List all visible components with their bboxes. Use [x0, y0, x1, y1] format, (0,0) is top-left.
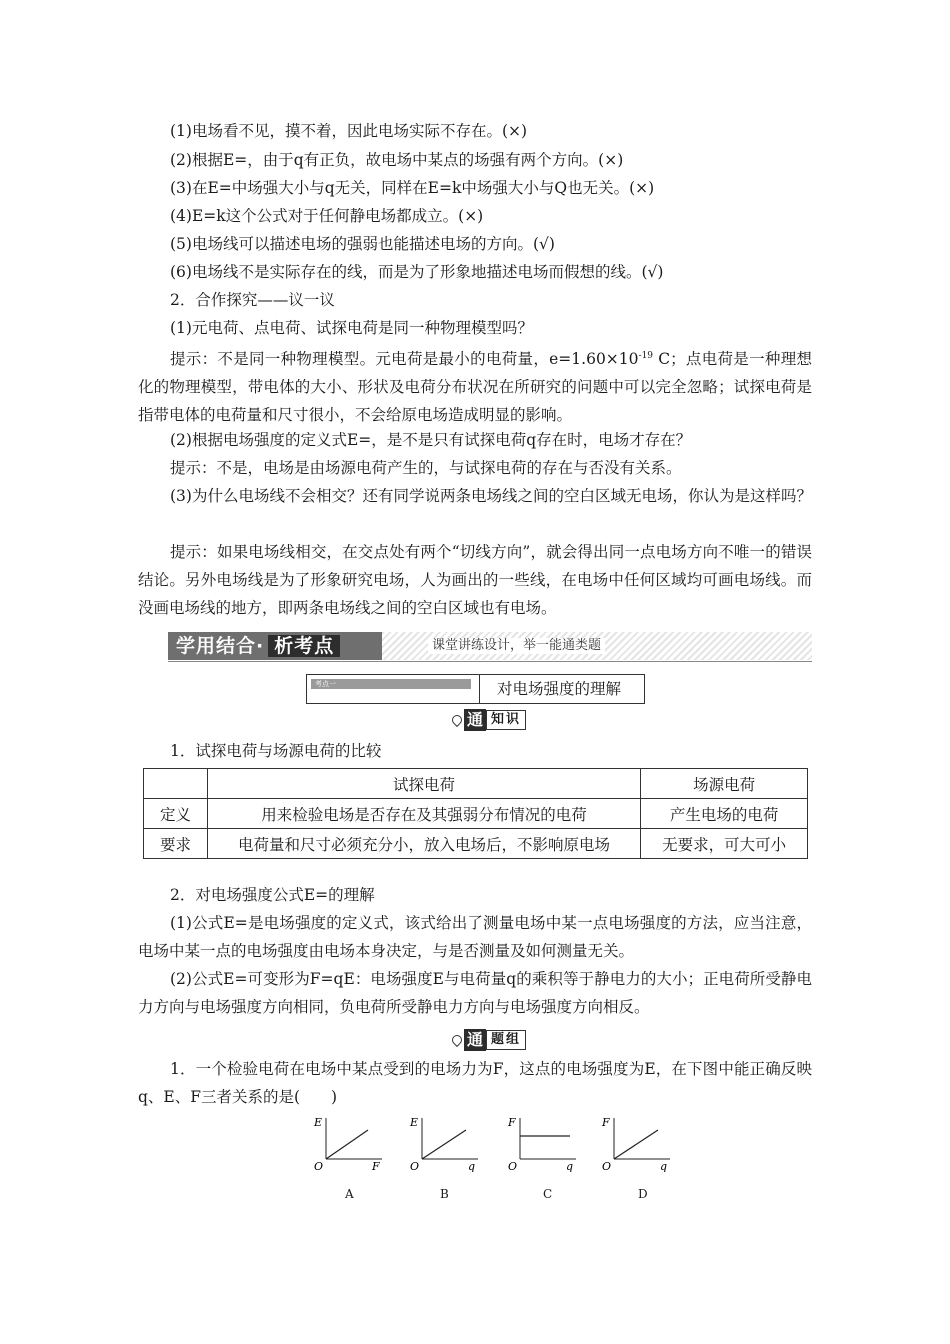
judgment-1: (1)电场看不见，摸不着，因此电场实际不存在。(×) [170, 122, 528, 140]
answer-1: 提示：不是同一种物理模型。元电荷是最小的电荷量，$e=1.60\times 10^{-19}$ C；点电荷是一种理想化的物理模型，带电体的大小、形状及电荷分布状况在所研究的问题中可以完全忽略；试探电荷是指带电体的电荷量和尺寸很小，不会给原电场造成明显的影响。 [138, 350, 812, 424]
compare-heading: 1．试探电荷与场源电荷的比较 [170, 742, 382, 760]
table-row [144, 829, 808, 859]
table-cell: 无要求，可大可小 [641, 829, 808, 859]
table-cell: 电荷量和尺寸必须充分小，放入电场后，不影响原电场 [207, 829, 640, 859]
judgment-4: (4)E=k这个公式对于任何静电场都成立。(×) [170, 207, 484, 225]
x-axis-label: F [372, 1160, 380, 1172]
banner-title: 学用结合· 析考点 [168, 632, 382, 660]
question-2: (2)根据电场强度的定义式E=，是不是只有试探电荷q存在时，电场才存在？ [170, 431, 692, 449]
table-cell: 定义 [144, 799, 208, 829]
table-row [144, 799, 808, 829]
topic-tag: 考点一 [311, 679, 471, 689]
judgment-2: (2)根据E=，由于q有正负，故电场中某点的场强有两个方向。(×) [170, 151, 624, 169]
y-axis-label: F [602, 1116, 610, 1129]
table-header-cell: 试探电荷 [207, 769, 640, 799]
y-axis-label: E [410, 1116, 419, 1129]
graph-b [408, 1112, 480, 1176]
exercise-question: 1．一个检验电荷在电场中某点受到的电场力为F，这点的电场强度为E，在下图中能正确反映q、E、F三者关系的是( ) [138, 1060, 812, 1106]
banner-rule [168, 661, 812, 662]
discuss-heading: 2．合作探究——议一议 [170, 291, 335, 309]
tong-mark: 通 [464, 1029, 486, 1051]
formula-heading: 2．对电场强度公式E=的理解 [170, 886, 375, 904]
table-cell: 用来检验电场是否存在及其强弱分布情况的电荷 [207, 799, 640, 829]
table-header-cell: 场源电荷 [641, 769, 808, 799]
answer-3: 提示：如果电场线相交，在交点处有两个“切线方向”，就会得出同一点电场方向不唯一的错误结论。另外电场线是为了形象研究电场，人为画出的一些线，在电场中任何区域均可画电场线。而没画电场线的地方，即两条电场线之间的空白区域也有电场。 [138, 543, 812, 617]
tong-text: 知识 [486, 710, 526, 730]
topic-title: 对电场强度的理解 [497, 680, 622, 698]
table-cell: 产生电场的电荷 [641, 799, 808, 829]
x-axis-label: q [468, 1160, 476, 1172]
option-label-d: D [638, 1187, 648, 1201]
question-1: (1)元电荷、点电荷、试探电荷是同一种物理模型吗？ [170, 319, 533, 337]
drop-icon [450, 1033, 464, 1047]
tong-text: 题组 [486, 1030, 526, 1050]
topic-box [306, 674, 645, 704]
table-header-row [144, 769, 808, 799]
question-3: (3)为什么电场线不会相交？还有同学说两条电场线之间的空白区域无电场，你认为是这样吗？ [170, 487, 812, 505]
answer-2: 提示：不是，电场是由场源电荷产生的，与试探电荷的存在与否没有关系。 [170, 459, 682, 477]
y-axis-label: E [314, 1116, 323, 1129]
comparison-table [143, 768, 808, 859]
topic-divider [479, 675, 480, 703]
option-label-c: C [543, 1187, 553, 1201]
table-header-cell [144, 769, 208, 799]
origin-label: O [410, 1160, 420, 1172]
banner-subtitle: 课堂讲练设计，举一能通类题 [428, 638, 605, 654]
y-axis-label: F [508, 1116, 516, 1129]
tong-group-label [452, 1029, 526, 1051]
option-label-a: A [345, 1187, 354, 1201]
judgment-5: (5)电场线可以描述电场的强弱也能描述电场的方向。(√) [170, 235, 555, 253]
formula-point-1: (1)公式E=是电场强度的定义式，该式给出了测量电场中某一点电场强度的方法，应当注意，电场中某一点的电场强度由电场本身决定，与是否测量及如何测量无关。 [138, 914, 812, 960]
judgment-6: (6)电场线不是实际存在的线，而是为了形象地描述电场而假想的线。(√) [170, 263, 664, 281]
formula-point-2: (2)公式E=可变形为F=qE：电场强度E与电荷量q的乘积等于静电力的大小；正电荷所受静电力方向与电场强度方向相同，负电荷所受静电力方向与电场强度方向相反。 [138, 970, 812, 1016]
graph-c [506, 1112, 578, 1176]
tong-knowledge-label [452, 709, 526, 731]
section-banner [168, 632, 812, 660]
origin-label: O [508, 1160, 518, 1172]
x-axis-label: q [660, 1160, 668, 1172]
drop-icon [450, 713, 464, 727]
tong-mark: 通 [464, 709, 486, 731]
origin-label: O [314, 1160, 324, 1172]
graph-d [600, 1112, 672, 1176]
origin-label: O [602, 1160, 612, 1172]
option-label-b: B [440, 1187, 449, 1201]
judgment-3: (3)在E=中场强大小与q无关，同样在E=k中场强大小与Q也无关。(×) [170, 179, 655, 197]
graph-a [312, 1112, 384, 1176]
table-cell: 要求 [144, 829, 208, 859]
x-axis-label: q [566, 1160, 574, 1172]
